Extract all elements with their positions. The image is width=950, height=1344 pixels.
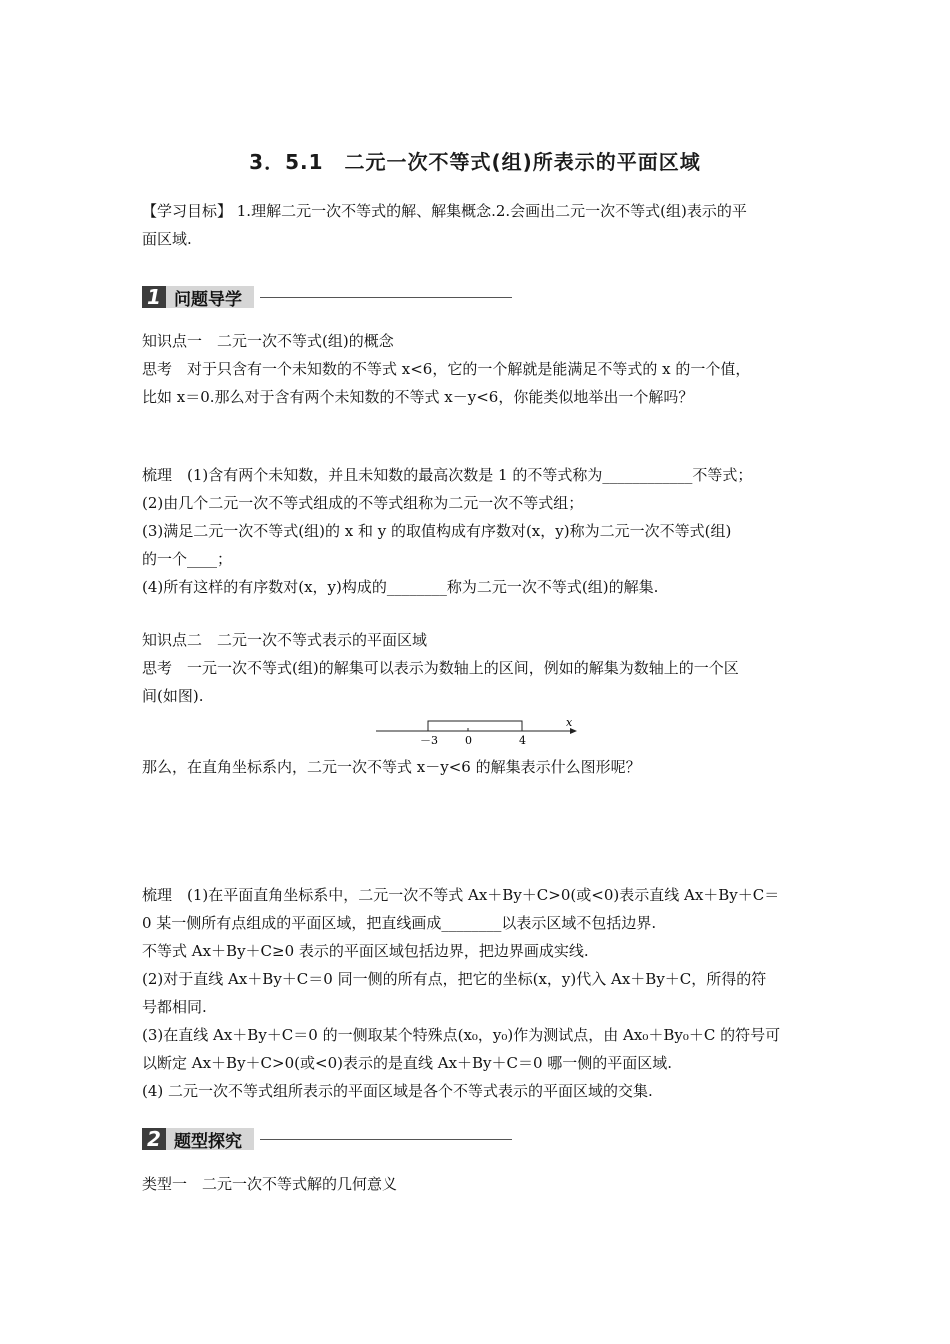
think-1-line-2: 比如 x＝0.那么对于含有两个未知数的不等式 x－y<6，你能类似地举出一个解吗？: [142, 388, 694, 406]
summary-1-line-1: 梳理 (1)含有两个未知数，并且未知数的最高次数是 1 的不等式称为____________不等式；: [142, 466, 753, 484]
section-header-1: [142, 284, 512, 310]
summary-1-line-3: (3)满足二元一次不等式(组)的 x 和 y 的取值构成有序数对(x，y)称为二元一次不等式(组): [142, 522, 732, 540]
summary-1-line-4: 的一个____；: [142, 550, 233, 568]
knowledge-heading-1: 知识点一 二元一次不等式(组)的概念: [142, 332, 394, 350]
think-2-line-1: 思考 一元一次不等式(组)的解集可以表示为数轴上的区间，例如的解集为数轴上的一个区: [142, 659, 739, 677]
page-title: 3．5.1 二元一次不等式(组)所表示的平面区域: [249, 150, 701, 174]
summary-2-line-2: 0 某一侧所有点组成的平面区域，把直线画成________以表示区域不包括边界.: [142, 914, 657, 932]
section-number-badge: 2: [142, 1128, 166, 1150]
summary-2-line-1: 梳理 (1)在平面直角坐标系中，二元一次不等式 Ax＋By＋C>0(或<0)表示直线 Ax＋By＋C＝: [142, 886, 780, 904]
think-2-line-2: 间(如图).: [142, 687, 204, 705]
summary-2-line-3: 不等式 Ax＋By＋C≥0 表示的平面区域包括边界，把边界画成实线.: [142, 942, 589, 960]
section-rule: [260, 1139, 512, 1140]
think-1-line-1: 思考 对于只含有一个未知数的不等式 x<6，它的一个解就是能满足不等式的 x 的一个值，: [142, 360, 751, 378]
section-label: 问题导学: [166, 286, 254, 308]
summary-2-line-4: (2)对于直线 Ax＋By＋C＝0 同一侧的所有点，把它的坐标(x，y)代入 Ax＋By＋C，所得的符: [142, 970, 767, 988]
tick-label-zero: 0: [465, 734, 472, 747]
summary-2-line-6: (3)在直线 Ax＋By＋C＝0 的一侧取某个特殊点(x₀，y₀)作为测试点，由 Ax₀＋By₀＋C 的符号可: [142, 1026, 781, 1044]
type-heading-1: 类型一 二元一次不等式解的几何意义: [142, 1175, 398, 1193]
knowledge-heading-2: 知识点二 二元一次不等式表示的平面区域: [142, 631, 428, 649]
section-number-badge: 1: [142, 286, 166, 308]
section-label: 题型探究: [166, 1128, 254, 1150]
objectives-line-1: 【学习目标】 1.理解二元一次不等式的解、解集概念.2.会画出二元一次不等式(组)表示的平: [142, 202, 747, 220]
summary-2-line-8: (4) 二元一次不等式组所表示的平面区域是各个不等式表示的平面区域的交集.: [142, 1082, 653, 1100]
summary-1-line-2: (2)由几个二元一次不等式组成的不等式组称为二元一次不等式组；: [142, 494, 584, 512]
summary-2-line-5: 号都相同.: [142, 998, 207, 1016]
summary-1-line-5: (4)所有这样的有序数对(x，y)构成的________称为二元一次不等式(组)的解集.: [142, 578, 659, 596]
summary-2-line-7: 以断定 Ax＋By＋C>0(或<0)表示的是直线 Ax＋By＋C＝0 哪一侧的平面区域.: [142, 1054, 673, 1072]
objectives-line-2: 面区域.: [142, 230, 192, 248]
tick-label-left: －3: [420, 734, 438, 747]
section-rule: [260, 297, 512, 298]
interval-bracket: [428, 721, 522, 731]
number-line-figure: [370, 714, 582, 748]
axis-label: x: [566, 716, 573, 729]
think-2-question: 那么，在直角坐标系内，二元一次不等式 x－y<6 的解集表示什么图形呢？: [142, 758, 641, 776]
tick-label-right: 4: [519, 734, 526, 747]
section-header-2: [142, 1126, 512, 1152]
